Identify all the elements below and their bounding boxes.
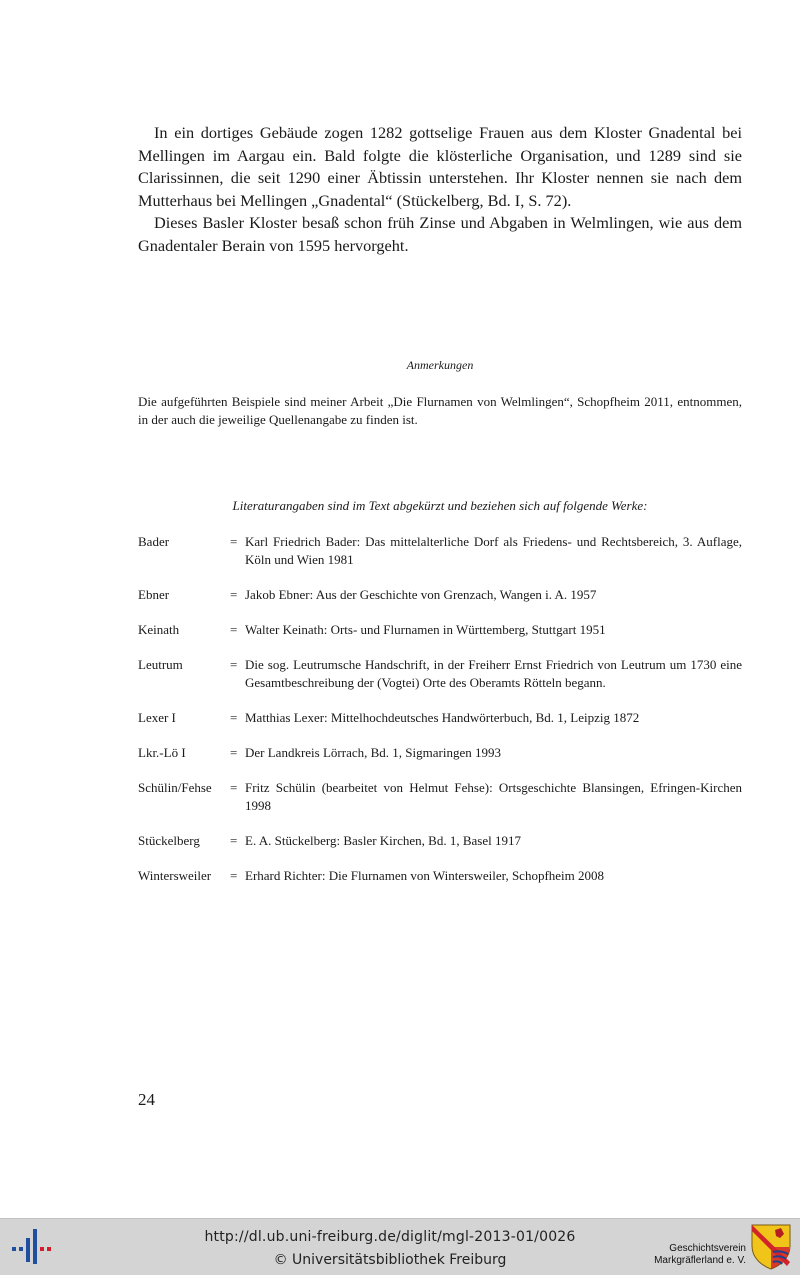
entry-equals: = (230, 710, 238, 725)
entry-reference: Der Landkreis Lörrach, Bd. 1, Sigmaringen 1993 (245, 745, 501, 760)
literature-entry (138, 832, 742, 850)
entry-reference: Die sog. Leutrumsche Handschrift, in der Freiherr Ernst Friedrich von Leutrum um 1730 eine Gesamtbeschreibung der (Vogtei) Orte des Oberamts Rötteln begann. (245, 657, 742, 690)
entry-abbreviation: Lexer I (138, 710, 176, 725)
society-name (618, 1243, 746, 1267)
entry-abbreviation: Wintersweiler (138, 868, 212, 883)
literature-entry (138, 744, 742, 762)
entry-reference: Erhard Richter: Die Flurnamen von Wintersweiler, Schopfheim 2008 (245, 868, 605, 883)
society-name-line: Geschichtsverein (669, 1243, 746, 1254)
literature-entry (138, 586, 742, 604)
body-paragraph: In ein dortiges Gebäude zogen 1282 gottselige Frauen aus dem Kloster Gnadental bei Mellingen im Aargau ein. Bald folgte die klösterliche Organisation, und 1289 sind sie Clarissinnen, die seit 1290 einer Äbtissin unterstehen. Ihr Kloster nennen sie nach dem Mutterhaus bei Mellingen „Gnadental“ (Stückelberg, Bd. I, S. 72). (138, 123, 742, 210)
copyright-notice: © Universitätsbibliothek Freiburg (273, 1252, 507, 1268)
entry-abbreviation: Ebner (138, 587, 170, 602)
entry-equals: = (230, 587, 238, 602)
entry-equals: = (230, 622, 238, 637)
entry-abbreviation: Lkr.-Lö I (138, 745, 186, 760)
literature-entry (138, 779, 742, 815)
entry-equals: = (230, 868, 238, 883)
markgraeflerland-crest-icon[interactable] (751, 1224, 791, 1270)
entry-equals: = (230, 657, 238, 672)
entry-reference: Karl Friedrich Bader: Das mittelalterliche Dorf als Friedens- und Rechtsbereich, 3. Auflage, Köln und Wien 1981 (245, 534, 742, 567)
footer-bar (0, 1218, 800, 1275)
ub-freiburg-logo-icon[interactable] (10, 1227, 52, 1267)
literature-entry (138, 533, 742, 569)
entry-equals: = (230, 534, 238, 549)
literature-heading: Literaturangaben sind im Text abgekürzt und beziehen sich auf folgende Werke: (232, 498, 648, 513)
entry-abbreviation: Leutrum (138, 657, 183, 672)
body-text (138, 122, 742, 257)
page-number: 24 (138, 1090, 155, 1109)
source-url-link[interactable]: http://dl.ub.uni-freiburg.de/diglit/mgl-2013-01/0026 (204, 1229, 576, 1245)
entry-abbreviation: Stückelberg (138, 833, 200, 848)
entry-equals: = (230, 745, 238, 760)
entry-abbreviation: Schülin/Fehse (138, 780, 212, 795)
entry-reference: E. A. Stückelberg: Basler Kirchen, Bd. 1, Basel 1917 (245, 833, 521, 848)
notes-text: Die aufgeführten Beispiele sind meiner Arbeit „Die Flurnamen von Welmlingen“, Schopfheim 2011, entnommen, in der auch die jeweilige Quellenangabe zu finden ist. (138, 394, 742, 427)
entry-reference: Fritz Schülin (bearbeitet von Helmut Fehse): Ortsgeschichte Blansingen, Efringen-Kirchen 1998 (245, 780, 742, 813)
entry-reference: Matthias Lexer: Mittelhochdeutsches Handwörterbuch, Bd. 1, Leipzig 1872 (245, 710, 640, 725)
literature-entry (138, 709, 742, 727)
entry-reference: Walter Keinath: Orts- und Flurnamen in Württemberg, Stuttgart 1951 (245, 622, 606, 637)
entry-abbreviation: Keinath (138, 622, 180, 637)
entry-abbreviation: Bader (138, 534, 170, 549)
literature-entry (138, 867, 742, 885)
entry-equals: = (230, 833, 238, 848)
notes-heading: Anmerkungen (406, 358, 474, 372)
entry-equals: = (230, 780, 238, 795)
literature-entry (138, 621, 742, 639)
entry-reference: Jakob Ebner: Aus der Geschichte von Grenzach, Wangen i. A. 1957 (245, 587, 597, 602)
literature-entry (138, 656, 742, 692)
society-name-line: Markgräflerland e. V. (654, 1255, 746, 1266)
body-paragraph: Dieses Basler Kloster besaß schon früh Zinse und Abgaben in Welmlingen, wie aus dem Gnadentaler Berain von 1595 hervorgeht. (138, 213, 742, 255)
